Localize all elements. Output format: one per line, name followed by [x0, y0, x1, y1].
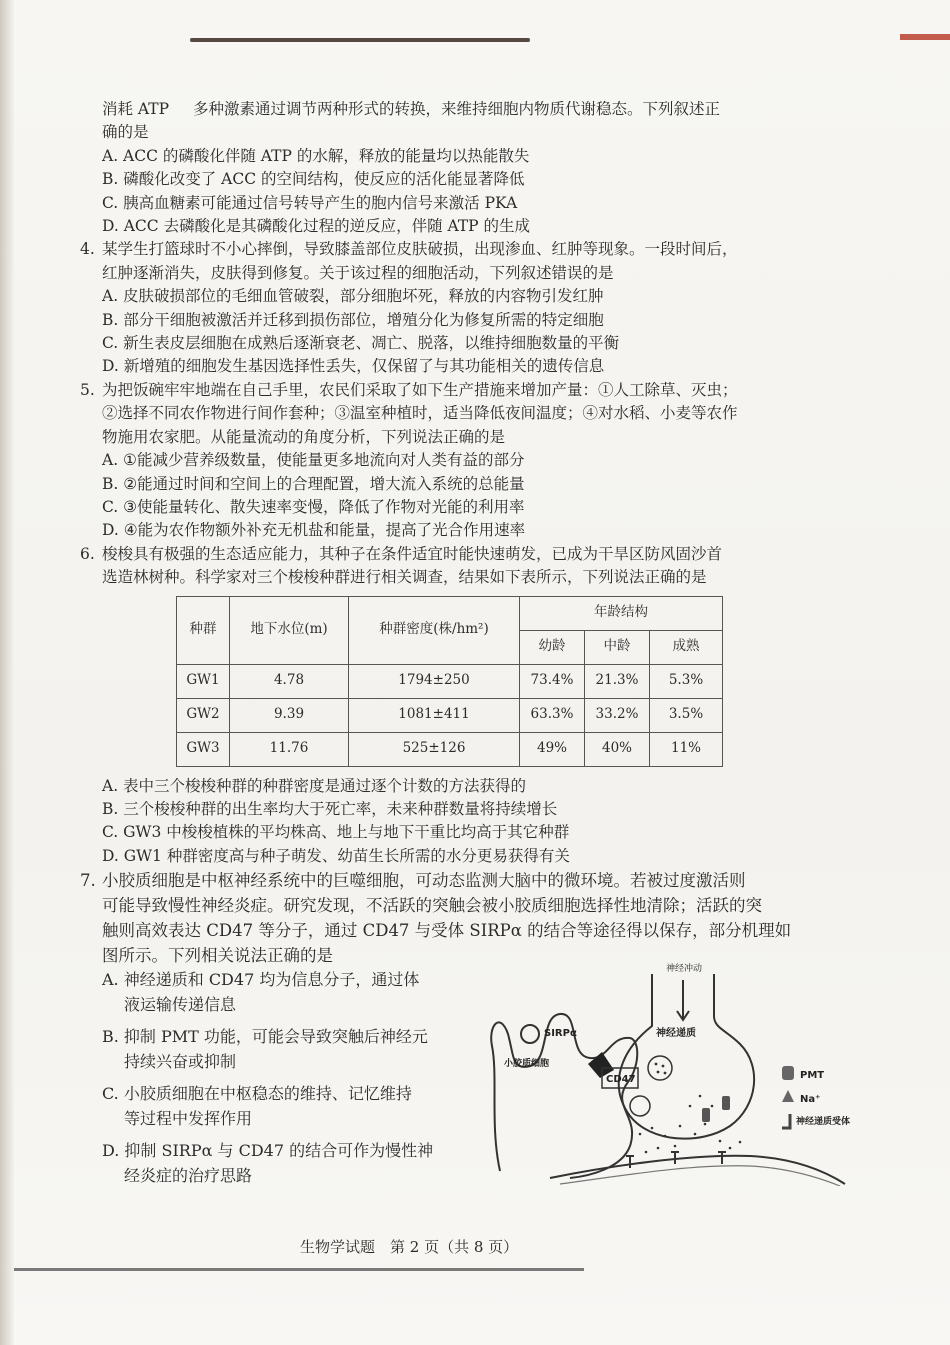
- q6-stem-line2: 选造林树种。科学家对三个梭梭种群进行相关调查，结果如下表所示，下列说法正确的是: [102, 568, 707, 587]
- q7-option-b-line1: B. 抑制 PMT 功能，可能会导致突触后神经元: [102, 1027, 428, 1047]
- q4-text-1: 某学生打篮球时不小心摔倒，导致膝盖部位皮肤破损，出现渗血、红肿等现象。一段时间后，: [102, 240, 738, 259]
- q6-option-d: D. GW1 种群密度高与种子萌发、幼苗生长所需的水分更易获得有关: [102, 846, 570, 865]
- sirpa-label: SIRPα: [544, 1028, 577, 1040]
- table-row: [177, 664, 723, 698]
- vesicle-dot: [655, 1063, 658, 1066]
- q5-stem-line2: ②选择不同农作物进行间作套种；③温室种植时，适当降低夜间温度；④对水稻、小麦等农作: [102, 404, 738, 423]
- edge-mark: [900, 34, 950, 40]
- synapse-diagram: [490, 956, 850, 1186]
- header-water-table: 地下水位(m): [230, 596, 349, 664]
- cell-mature: 11%: [650, 732, 723, 766]
- q7-option-d-line1: D. 抑制 SIRPα 与 CD47 的结合可作为慢性神: [102, 1141, 434, 1161]
- legend-receptor-icon: [782, 1114, 790, 1128]
- table-row: [177, 698, 723, 732]
- page-edge-shadow: [0, 0, 14, 1345]
- vesicle-dot: [662, 1065, 665, 1068]
- header-age-structure: 年龄结构: [520, 596, 723, 630]
- neurotransmitter-label: 神经递质: [656, 1028, 696, 1040]
- q7-option-c-line1: C. 小胶质细胞在中枢稳态的维持、记忆维持: [102, 1084, 412, 1104]
- legend-pmt-label: PMT: [800, 1070, 825, 1082]
- q3-stem-line1: [80, 98, 850, 121]
- q7-options: [80, 968, 470, 1188]
- cell-mature: 3.5%: [650, 698, 723, 732]
- q3-option-a: A. ACC 的磷酸化伴随 ATP 的水解，释放的能量均以热能散失: [102, 146, 530, 165]
- q4-option-b: B. 部分干细胞被激活并迁移到损伤部位，增殖分化为修复所需的特定细胞: [102, 310, 604, 329]
- q7-option-b-line2: 持续兴奋或抑制: [124, 1051, 237, 1071]
- q4-number: 4.: [80, 240, 95, 259]
- header-density: 种群密度(株/hm²): [349, 596, 520, 664]
- q5-option-c: C. ③使能量转化、散失速率变慢，降低了作物对光能的利用率: [102, 497, 525, 516]
- q7-option-a-line2: 液运输传递信息: [124, 994, 237, 1014]
- q7-stem-line4: 图所示。下列相关说法正确的是: [102, 946, 333, 966]
- cell-name: GW2: [177, 698, 230, 732]
- q5-number: 5.: [80, 380, 95, 399]
- header-young: 幼龄: [520, 630, 585, 664]
- q5-stem-line1: [80, 379, 850, 402]
- cell-density: 525±126: [349, 732, 520, 766]
- q3-stem-line2: 确的是: [102, 123, 149, 142]
- q7-number: 7.: [80, 871, 96, 891]
- top-rule: [190, 38, 530, 42]
- q7-stem-line3: 触则高效表达 CD47 等分子，通过 CD47 与受体 SIRPα 的结合等途径得以保存，部分机理如: [102, 921, 792, 941]
- cd47-label: CD47: [606, 1074, 636, 1086]
- cell-density: 1794±250: [349, 664, 520, 698]
- q7-stem-line1: [80, 868, 850, 893]
- legend-pmt-icon: [782, 1066, 794, 1080]
- cell-water: 4.78: [230, 664, 349, 698]
- question-content: [80, 98, 850, 1198]
- cell-middle: 40%: [585, 732, 650, 766]
- q6-option-b: B. 三个梭梭种群的出生率均大于死亡率，未来种群数量将持续增长: [102, 799, 558, 818]
- q6-stem-line1: [80, 543, 850, 566]
- q5-option-d: D. ④能为农作物额外补充无机盐和能量，提高了光合作用速率: [102, 521, 526, 540]
- vesicle: [648, 1056, 672, 1080]
- q6-number: 6.: [80, 544, 95, 563]
- q5-option-b: B. ②能通过时间和空间上的合理配置，增大流入系统的总能量: [102, 474, 525, 493]
- header-middle: 中龄: [585, 630, 650, 664]
- q7-option-a-line1: A. 神经递质和 CD47 均为信息分子，通过体: [102, 970, 420, 990]
- q5-stem-line3: 物施用农家肥。从能量流动的角度分析，下列说法正确的是: [102, 427, 506, 446]
- sirpa-circle: [521, 1025, 539, 1043]
- q4-stem-line1: [80, 238, 850, 261]
- q4-stem-line2: 红肿逐渐消失，皮肤得到修复。关于该过程的细胞活动，下列叙述错误的是: [102, 263, 614, 282]
- cell-middle: 21.3%: [585, 664, 650, 698]
- q6-text-1: 梭梭具有极强的生态适应能力，其种子在条件适宜时能快速萌发，已成为干旱区防风固沙首: [102, 544, 723, 563]
- q7-stem-line2: 可能导致慢性神经炎症。研究发现，不活跃的突触会被小胶质细胞选择性地清除；活跃的突: [102, 896, 762, 916]
- pmt-block: [722, 1096, 730, 1110]
- cell-name: GW3: [177, 732, 230, 766]
- vesicle-dot: [664, 1072, 667, 1075]
- q7-option-c-line2: 等过程中发挥作用: [124, 1108, 253, 1128]
- q4-option-c: C. 新生表皮层细胞在成熟后逐渐衰老、凋亡、脱落，以维持细胞数量的平衡: [102, 334, 620, 353]
- table-row: [177, 732, 723, 766]
- impulse-label: 神经冲动: [666, 964, 703, 975]
- q5-option-a: A. ①能减少营养级数量，使能量更多地流向对人类有益的部分: [102, 451, 525, 470]
- cell-young: 73.4%: [520, 664, 585, 698]
- header-mature: 成熟: [650, 630, 723, 664]
- receptors: [626, 1152, 726, 1168]
- cell-density: 1081±411: [349, 698, 520, 732]
- legend-na-label: Na⁺: [800, 1094, 821, 1106]
- vesicle: [630, 1096, 650, 1116]
- q3-stem-atp: 消耗 ATP: [102, 100, 170, 118]
- cell-mature: 5.3%: [650, 664, 723, 698]
- q6-option-c: C. GW3 中梭梭植株的平均株高、地上与地下干重比均高于其它种群: [102, 823, 570, 842]
- q3-option-c: C. 胰高血糖素可能通过信号转导产生的胞内信号来激活 PKA: [102, 193, 518, 212]
- vesicle-dot: [657, 1071, 660, 1074]
- q3-option-d: D. ACC 去磷酸化是其磷酸化过程的逆反应，伴随 ATP 的生成: [102, 217, 531, 236]
- pmt-block: [702, 1108, 710, 1122]
- microglia-label: 小胶质细胞: [504, 1059, 550, 1070]
- q5-text-1: 为把饭碗牢牢地端在自己手里，农民们采取了如下生产措施来增加产量：①人工除草、灭虫；: [102, 380, 738, 399]
- q4-option-a: A. 皮肤破损部位的毛细血管破裂，部分细胞坏死，释放的内容物引发红肿: [102, 287, 604, 306]
- q4-option-d: D. 新增殖的细胞发生基因选择性丢失，仅保留了与其功能相关的遗传信息: [102, 357, 605, 376]
- page-footer: 生物学试题 第 2 页（共 8 页）: [300, 1238, 519, 1256]
- bottom-rule: [14, 1268, 584, 1271]
- population-table: [176, 596, 723, 767]
- cell-young: 63.3%: [520, 698, 585, 732]
- q6-option-a: A. 表中三个梭梭种群的种群密度是通过逐个计数的方法获得的: [102, 776, 527, 795]
- header-population: 种群: [177, 596, 230, 664]
- legend-na-icon: [782, 1090, 794, 1102]
- presynaptic-terminal-outline: [619, 974, 754, 1139]
- q7-text-1: 小胶质细胞是中枢神经系统中的巨噬细胞，可动态监测大脑中的微环境。若被过度激活则: [102, 871, 746, 891]
- q3-option-b: B. 磷酸化改变了 ACC 的空间结构，使反应的活化能显著降低: [102, 170, 525, 189]
- cell-young: 49%: [520, 732, 585, 766]
- cell-name: GW1: [177, 664, 230, 698]
- q7-body: [80, 964, 850, 1198]
- cell-water: 9.39: [230, 698, 349, 732]
- cell-water: 11.76: [230, 732, 349, 766]
- q3-stem-text: 多种激素通过调节两种形式的转换，来维持细胞内物质代谢稳态。下列叙述正: [193, 100, 721, 118]
- cell-middle: 33.2%: [585, 698, 650, 732]
- legend-receptor-label: 神经递质受体: [796, 1117, 850, 1128]
- q7-option-d-line2: 经炎症的治疗思路: [124, 1165, 253, 1185]
